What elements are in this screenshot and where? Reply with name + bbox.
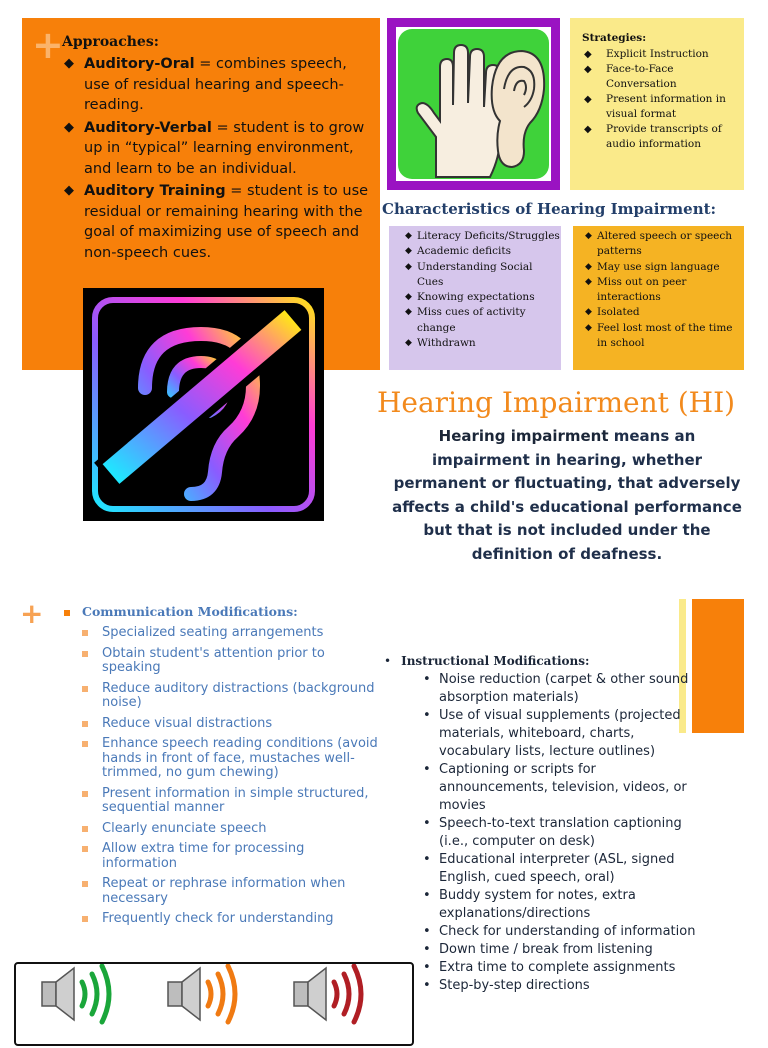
list-item <box>423 923 703 941</box>
diamond-bullet-icon: ◆ <box>64 183 74 198</box>
diamond-bullet-icon: ◆ <box>64 119 74 135</box>
diamond-bullet-icon: ◆ <box>585 276 592 287</box>
diamond-bullet-icon: ◆ <box>405 338 412 349</box>
list-item <box>405 229 561 244</box>
list-item <box>423 761 703 815</box>
dot-bullet-icon: • <box>423 924 431 939</box>
list-item <box>82 842 382 871</box>
dot-bullet-icon: • <box>384 654 392 668</box>
list-item <box>405 336 561 351</box>
dot-bullet-icon: • <box>423 762 431 777</box>
page-title: Hearing Impairment (HI) <box>377 386 736 419</box>
list-item-text: Literacy Deficits/Struggles <box>417 230 560 242</box>
list-item <box>423 977 703 995</box>
diamond-bullet-icon: ◆ <box>405 292 412 303</box>
list-item-text: Isolated <box>597 306 640 319</box>
dot-bullet-icon: • <box>423 816 431 831</box>
dot-bullet-icon: • <box>423 942 431 957</box>
list-item-text: Noise reduction (carpet & other sound absorption materials) <box>439 672 689 705</box>
strategies-panel <box>570 18 744 190</box>
square-bullet-icon <box>82 651 88 657</box>
list-item <box>423 941 703 959</box>
list-item <box>405 290 561 305</box>
dot-bullet-icon: • <box>423 708 431 723</box>
list-item-text: Extra time to complete assignments <box>439 960 676 975</box>
strategies-heading: Strategies: <box>582 32 647 44</box>
hand-ear-icon <box>396 27 551 181</box>
list-item <box>82 912 382 927</box>
approach-text: = student is to use residual or remaining hearing with the goal of maximizing use of speech and non-speech cues. <box>84 183 369 261</box>
diamond-bullet-icon: ◆ <box>585 231 592 241</box>
approaches-list <box>60 54 372 265</box>
square-bullet-icon <box>82 846 88 852</box>
characteristics-left-list <box>405 229 561 351</box>
instructional-list <box>423 671 703 995</box>
list-item-text: Miss cues of activity change <box>417 306 526 334</box>
list-item <box>82 877 382 906</box>
list-item-text: Down time / break from listening <box>439 942 653 957</box>
list-item <box>423 851 703 887</box>
approach-text: = student is to grow up in “typical” learning environment, and learn to be an individual. <box>84 119 365 177</box>
list-item <box>405 305 561 336</box>
speaker-red-icon <box>294 966 361 1022</box>
list-item <box>423 707 703 761</box>
square-bullet-icon <box>64 610 70 616</box>
diamond-bullet-icon: ◆ <box>584 64 592 75</box>
list-item-text: Feel lost most of the time in school <box>597 321 733 350</box>
diamond-bullet-icon: ◆ <box>585 322 592 333</box>
list-item <box>584 47 740 62</box>
list-item <box>405 244 561 259</box>
list-item <box>60 54 372 116</box>
list-item <box>82 787 382 816</box>
diamond-bullet-icon: ◆ <box>584 49 592 60</box>
dot-bullet-icon: • <box>423 672 431 687</box>
dot-bullet-icon: • <box>423 888 431 903</box>
approach-term: Auditory-Oral <box>84 56 195 72</box>
list-item <box>585 260 744 275</box>
square-bullet-icon <box>82 721 88 727</box>
diamond-bullet-icon: ◆ <box>584 94 592 105</box>
list-item <box>585 321 744 352</box>
square-bullet-icon <box>82 916 88 922</box>
list-item-text: Check for understanding of information <box>439 924 696 939</box>
hearing-loop-image <box>83 288 324 521</box>
square-bullet-icon <box>82 630 88 636</box>
characteristics-left-panel <box>389 226 561 370</box>
list-item <box>584 62 740 92</box>
diamond-bullet-icon: ◆ <box>64 56 74 71</box>
list-item <box>423 671 703 707</box>
speakers-graphic <box>16 964 412 1044</box>
approach-text: = combines speech, use of residual hearing and speech-reading. <box>84 56 347 113</box>
list-item <box>82 717 382 732</box>
list-item <box>585 229 744 260</box>
instructional-heading <box>384 654 589 668</box>
list-item-text: Knowing expectations <box>417 291 535 304</box>
list-item <box>585 275 744 306</box>
list-item-text: Allow extra time for processing information <box>102 841 305 871</box>
plus-icon: + <box>32 23 64 67</box>
list-item <box>82 626 382 641</box>
speaker-green-icon <box>42 966 109 1022</box>
list-item-text: Understanding Social Cues <box>417 260 533 288</box>
diamond-bullet-icon: ◆ <box>585 307 592 318</box>
list-item-text: Present information in simple structured, sequential manner <box>102 785 369 815</box>
list-item-text: Provide transcripts of audio information <box>606 123 722 150</box>
diamond-bullet-icon: ◆ <box>585 261 592 272</box>
list-item <box>60 181 372 263</box>
approach-term: Auditory-Verbal <box>84 119 212 136</box>
characteristics-title: Characteristics of Hearing Impairment: <box>382 200 717 218</box>
list-item-text: Obtain student's attention prior to speaking <box>102 645 325 675</box>
diamond-bullet-icon: ◆ <box>405 307 412 318</box>
dot-bullet-icon: • <box>423 852 431 867</box>
list-item-text: Use of visual supplements (projected materials, whiteboard, charts, vocabulary lists, lecture outlines) <box>439 708 681 759</box>
square-bullet-icon <box>82 881 88 887</box>
definition-term: Hearing impairment <box>438 427 609 445</box>
list-item-text: Step-by-step directions <box>439 978 590 993</box>
list-item-text: Miss out on peer interactions <box>597 275 687 304</box>
list-item-text: Captioning or scripts for announcements, television, videos, or movies <box>439 762 687 813</box>
hand-ear-image <box>387 18 560 190</box>
characteristics-right-list <box>585 229 744 351</box>
strategies-list <box>584 47 740 152</box>
square-bullet-icon <box>82 741 88 747</box>
approach-term: Auditory Training <box>84 183 226 199</box>
hearing-loop-icon <box>83 288 324 521</box>
list-item-text: Speech-to-text translation captioning (i.e., computer on desk) <box>439 816 682 849</box>
list-item-text: Withdrawn <box>417 337 476 350</box>
list-item-text: Educational interpreter (ASL, signed English, cued speech, oral) <box>439 852 675 885</box>
communication-list <box>82 626 382 933</box>
list-item <box>82 737 382 781</box>
list-item-text: Enhance speech reading conditions (avoid hands in front of face, mustaches well-trimmed, no gum chewing) <box>102 736 378 780</box>
list-item <box>585 305 744 320</box>
communication-heading-text: Communication Modifications: <box>82 604 298 619</box>
list-item <box>405 260 561 291</box>
plus-icon: + <box>20 597 44 630</box>
speaker-orange-icon <box>168 966 235 1022</box>
speakers-box <box>14 962 414 1046</box>
list-item-text: Repeat or rephrase information when necessary <box>102 876 346 906</box>
communication-heading <box>64 604 298 619</box>
list-item-text: May use sign language <box>597 260 720 273</box>
list-item <box>584 92 740 122</box>
list-item <box>423 887 703 923</box>
list-item <box>423 815 703 851</box>
list-item-text: Reduce visual distractions <box>102 715 273 731</box>
list-item-text: Buddy system for notes, extra explanations/directions <box>439 888 636 921</box>
list-item-text: Academic deficits <box>417 245 511 258</box>
list-item-text: Reduce auditory distractions (background noise) <box>102 680 375 710</box>
square-bullet-icon <box>82 686 88 692</box>
list-item <box>60 118 372 180</box>
diamond-bullet-icon: ◆ <box>405 231 412 241</box>
approaches-heading: Approaches: <box>62 34 159 50</box>
list-item-text: Explicit Instruction <box>606 48 709 60</box>
hi-definition <box>388 425 746 566</box>
list-item-text: Altered speech or speech patterns <box>597 230 733 258</box>
list-item-text: Present information in visual format <box>606 93 726 120</box>
diamond-bullet-icon: ◆ <box>405 261 412 272</box>
list-item-text: Frequently check for understanding <box>102 911 334 926</box>
characteristics-right-panel <box>573 226 744 370</box>
dot-bullet-icon: • <box>423 978 431 993</box>
list-item <box>82 682 382 711</box>
instructional-heading-text: Instructional Modifications: <box>401 654 590 668</box>
list-item-text: Clearly enunciate speech <box>102 820 267 836</box>
list-item <box>82 822 382 837</box>
list-item-text: Face-to-Face Conversation <box>606 63 677 90</box>
diamond-bullet-icon: ◆ <box>584 124 592 135</box>
list-item <box>82 647 382 676</box>
square-bullet-icon <box>82 826 88 832</box>
square-bullet-icon <box>82 791 88 797</box>
dot-bullet-icon: • <box>423 960 431 975</box>
list-item-text: Specialized seating arrangements <box>102 625 324 640</box>
list-item <box>423 959 703 977</box>
list-item <box>584 122 740 152</box>
diamond-bullet-icon: ◆ <box>405 246 412 257</box>
definition-text: means an impairment in hearing, whether permanent or fluctuating, that adversely affects a child's educational performance but that is not included under the definition of deafness. <box>392 427 742 563</box>
